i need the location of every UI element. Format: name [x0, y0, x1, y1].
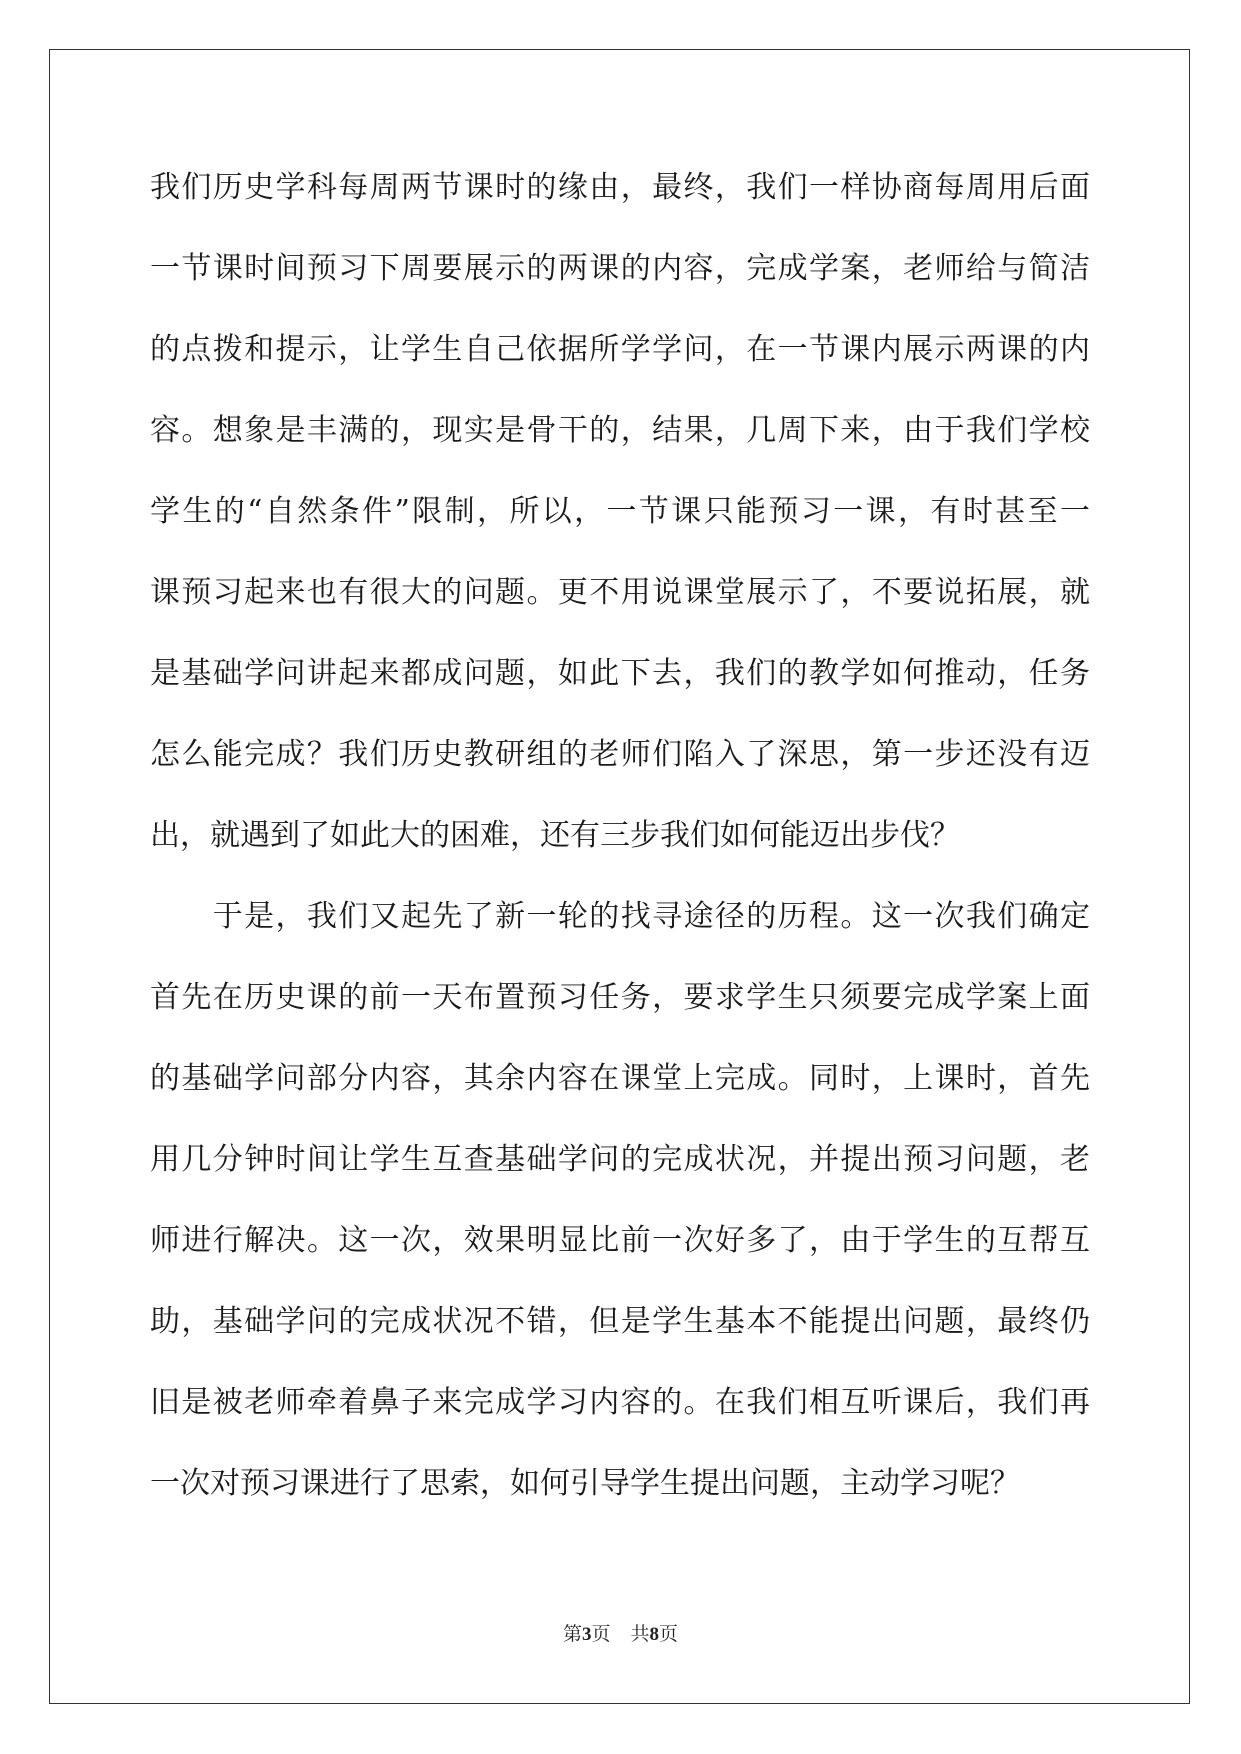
text-line: 怎么能完成？我们历史教研组的老师们陷入了深思，第一步还没有迈 — [150, 737, 1090, 772]
paragraph-start-line: 于是，我们又起先了新一轮的找寻途径的历程。这一次我们确定 — [150, 899, 1090, 934]
text-line: 学生的“自然条件”限制，所以，一节课只能预习一课，有时甚至一 — [150, 494, 1090, 529]
text-line: 旧是被老师牵着鼻子来完成学习内容的。在我们相互听课后，我们再 — [150, 1385, 1090, 1420]
current-page-number: 3 — [581, 1624, 592, 1645]
text-line: 课预习起来也有很大的问题。更不用说课堂展示了，不要说拓展，就 — [150, 575, 1090, 610]
body-text — [150, 160, 1090, 1537]
text-line: 的点拨和提示，让学生自己依据所学学问，在一节课内展示两课的内 — [150, 332, 1090, 367]
text-line: 是基础学问讲起来都成问题，如此下去，我们的教学如何推动，任务 — [150, 656, 1090, 691]
page-suffix: 页 — [591, 1623, 611, 1645]
text-line: 首先在历史课的前一天布置预习任务，要求学生只须要完成学案上面 — [150, 980, 1090, 1015]
text-line: 用几分钟时间让学生互查基础学问的完成状况，并提出预习问题，老 — [150, 1142, 1090, 1177]
text-line: 一节课时间预习下周要展示的两课的内容，完成学案，老师给与简洁 — [150, 251, 1090, 286]
text-line: 我们历史学科每周两节课时的缘由，最终，我们一样协商每周用后面 — [150, 170, 1090, 205]
text-line: 助，基础学问的完成状况不错，但是学生基本不能提出问题，最终仍 — [150, 1304, 1090, 1339]
total-prefix: 共 — [630, 1623, 650, 1645]
total-pages: 8 — [649, 1624, 660, 1645]
paragraph-end-line: 出，就遇到了如此大的困难，还有三步我们如何能迈出步伐？ — [150, 818, 960, 853]
text-line: 师进行解决。这一次，效果明显比前一次好多了，由于学生的互帮互 — [150, 1223, 1090, 1258]
text-line: 容。想象是丰满的，现实是骨干的，结果，几周下来，由于我们学校 — [150, 413, 1090, 448]
page-footer — [0, 1620, 1241, 1649]
page-prefix: 第 — [562, 1623, 582, 1645]
paragraph-end-line: 一次对预习课进行了思索，如何引导学生提出问题，主动学习呢？ — [150, 1466, 1020, 1501]
total-suffix: 页 — [659, 1623, 679, 1645]
text-line: 的基础学问部分内容，其余内容在课堂上完成。同时，上课时，首先 — [150, 1061, 1090, 1096]
